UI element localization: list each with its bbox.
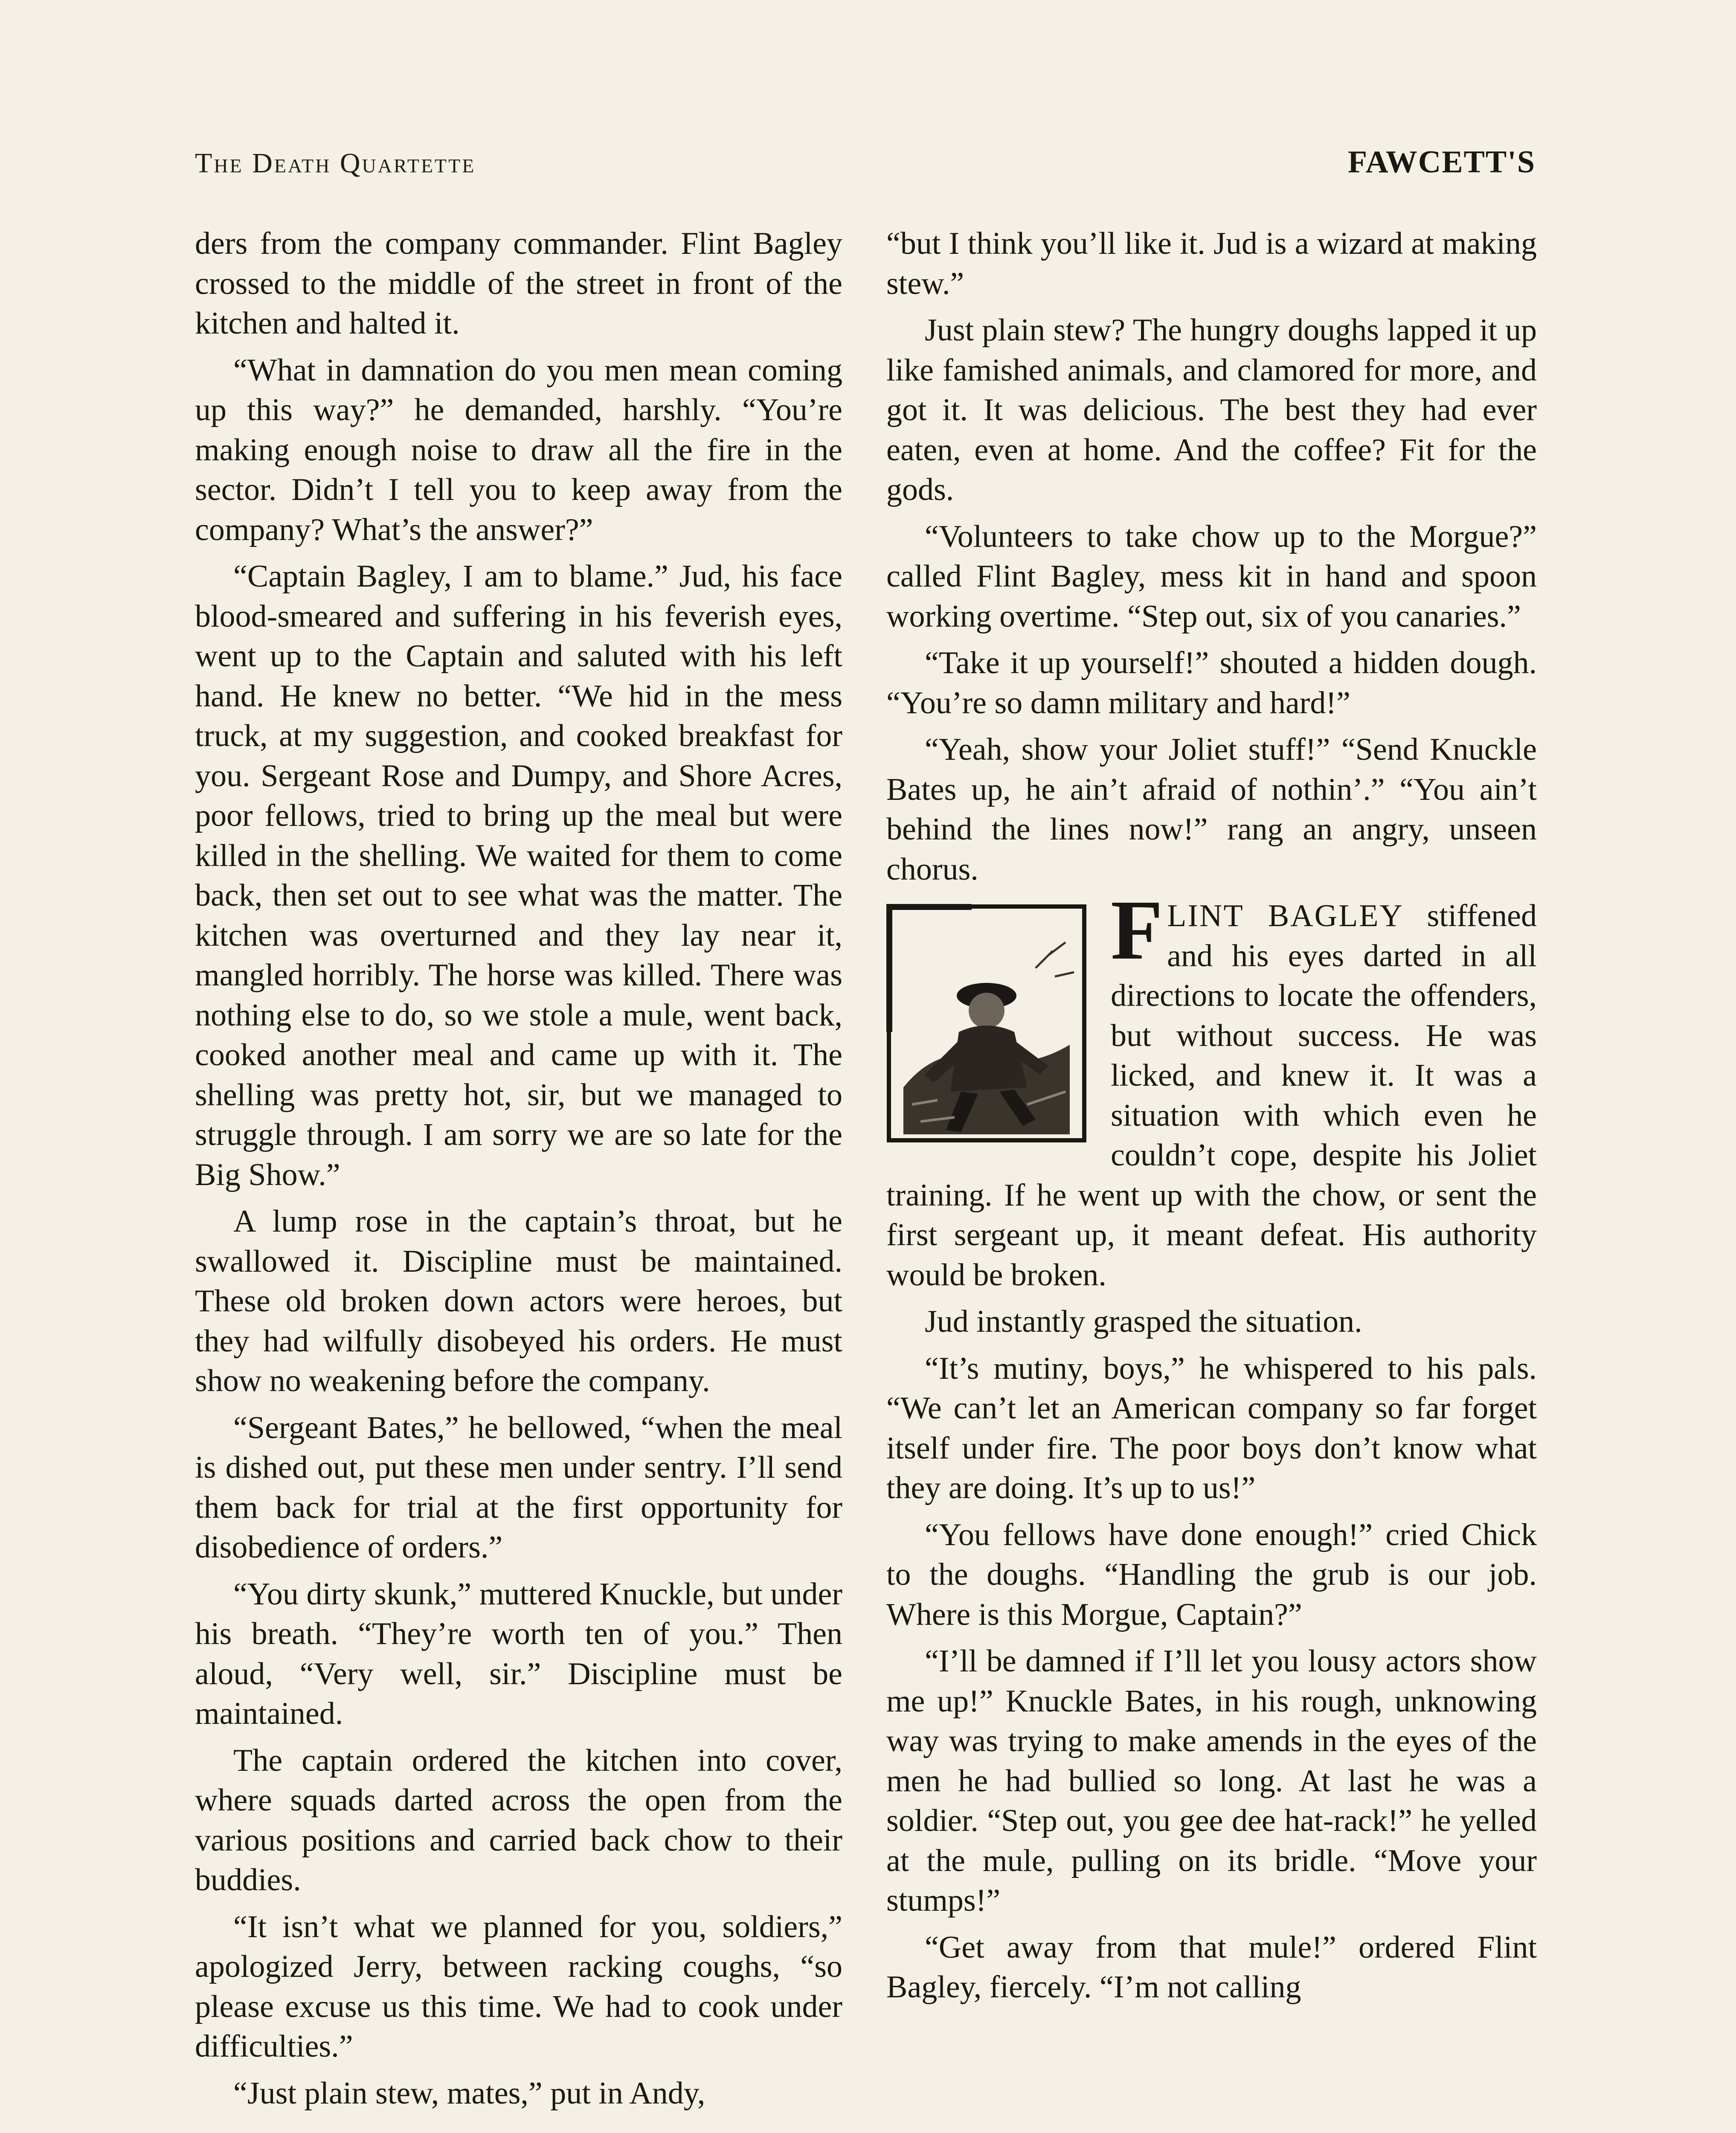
paragraph: “but I think you’ll like it. Jud is a wizard at making stew.” [886,226,1537,301]
dropcap-section [886,896,1537,1302]
paragraph: “Yeah, show your Joliet stuff!” “Send Knuckle Bates up, he ain’t afraid of nothin’.” “You ain’t behind the lines now!” rang an angry, unseen chorus. [886,732,1537,887]
paragraph: Just plain stew? The hungry doughs lapped it up like famished animals, and clamored for more, and got it. It was delicious. The best they had ever eaten, even at home. And the coffee? Fit for the gods. [886,313,1537,507]
soldier-illustration [886,904,1087,1143]
paragraph: “You fellows have done enough!” cried Chick to the doughs. “Handling the grub is our job. Where is this Morgue, Captain?” [886,1517,1537,1632]
paragraph: “Take it up yourself!” shouted a hidden dough. “You’re so damn military and hard!” [886,645,1537,721]
paragraph: “I’ll be damned if I’ll let you lousy actors show me up!” Knuckle Bates, in his rough, unknowing way was trying to make amends in the eyes of the men he had bullied so long. At last he was a soldier. “Step out, you gee dee hat-rack!” he yelled at the mule, pulling on its bridle. “Move your stumps!” [886,1644,1537,1918]
paragraph: “What in damnation do you men mean coming up this way?” he demanded, harshly. “You’re making enough noise to draw all the fire in the sector. Didn’t I tell you to keep away from the company? What’s the answer?” [195,352,842,547]
magazine-name: FAWCETT'S [1347,145,1536,180]
paragraph: “It isn’t what we planned for you, soldiers,” apologized Jerry, between racking coughs, “so please excuse us this time. We had to cook under difficulties.” [195,1909,842,2064]
right-column [886,224,1537,2014]
running-title: The Death Quartette [195,148,476,179]
paragraph: “Captain Bagley, I am to blame.” Jud, his face blood-smeared and suffering in his feverish eyes, went up to the Captain and saluted with his left hand. He knew no better. “We hid in the mess truck, at my suggestion, and cooked breakfast for you. Sergeant Rose and Dumpy, and Shore Acres, poor fellows, tried to bring up the meal but were killed in the shelling. We waited for them to come back, then set out to see what was the matter. The kitchen was overturned and they lay near it, mangled horribly. The horse was killed. There was nothing else to do, so we stole a mule, went back, cooked another meal and came up with it. The shelling was pretty hot, sir, but we managed to struggle through. I am sorry we are so late for the Big Show.” [195,559,842,1192]
left-column [195,224,842,2120]
paragraph: “Sergeant Bates,” he bellowed, “when the meal is dished out, put these men under sentry. I’ll send them back for trial at the first opportunity for disobedience of orders.” [195,1410,842,1565]
paragraph: “It’s mutiny, boys,” he whispered to his pals. “We can’t let an American company so far forget itself under fire. The poor boys don’t know what they are doing. It’s up to us!” [886,1351,1537,1505]
dropcap-small-caps: LINT BAGLEY [1167,898,1404,933]
dropcap-text: stiffened and his eyes darted in all directions to locate the offenders, but without success. He was licked, and knew it. It was a situation with which even he couldn’t cope, despite his Joliet training. If he went up with the chow, or sent the first sergeant up, it meant defeat. His authority would be broken. [886,898,1537,1293]
paragraph: Jud instantly grasped the situation. [925,1304,1362,1339]
paragraph: “You dirty skunk,” muttered Knuckle, but under his breath. “They’re worth ten of you.” Then aloud, “Very well, sir.” Discipline must be maintained. [195,1576,842,1731]
dropcap-letter: F [1111,896,1163,977]
paragraph: The captain ordered the kitchen into cover, where squads darted across the open from the various positions and carried back chow to their buddies. [195,1743,842,1898]
paragraph: “Volunteers to take chow up to the Morgue?” called Flint Bagley, mess kit in hand and spoon working overtime. “Step out, six of you canaries.” [886,519,1537,634]
paragraph: “Just plain stew, mates,” put in Andy, [233,2075,705,2111]
paragraph: ders from the company commander. Flint Bagley crossed to the middle of the street in front of the kitchen and halted it. [195,226,842,341]
paragraph: “Get away from that mule!” ordered Flint Bagley, fiercely. “I’m not calling [886,1930,1537,2005]
soldier-illustration-icon [886,904,1087,1143]
paragraph: A lump rose in the captain’s throat, but he swallowed it. Discipline must be maintained. These old broken down actors were heroes, but they had wilfully disobeyed his orders. He must show no weakening before the company. [195,1204,842,1398]
